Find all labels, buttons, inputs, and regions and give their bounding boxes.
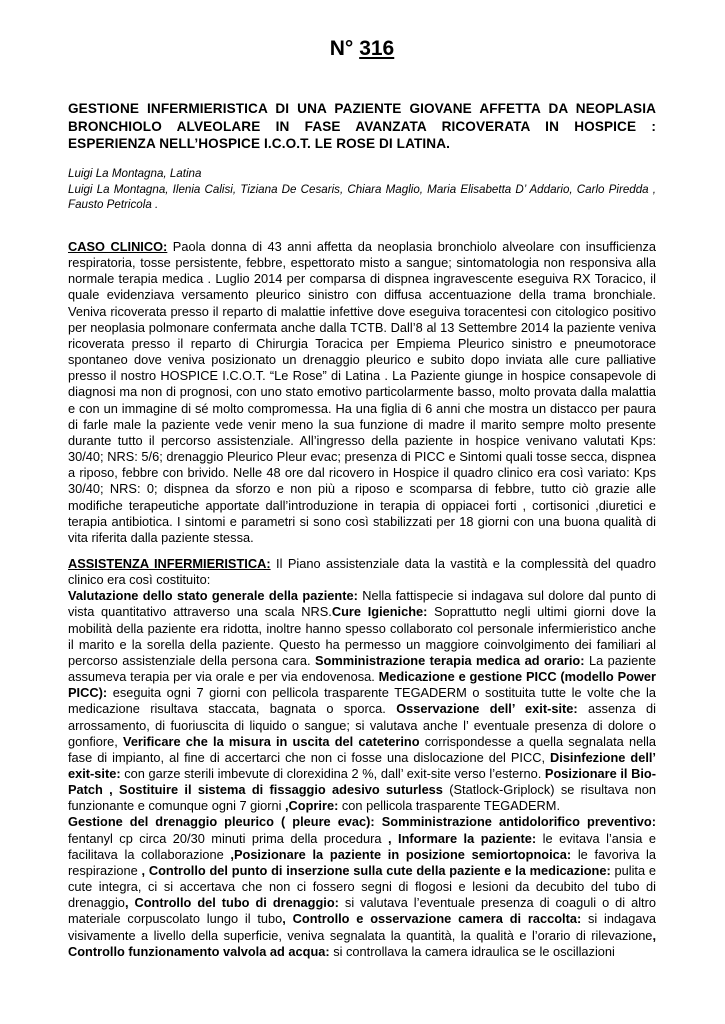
text-run: eseguita ogni 7 giorni con pellicola trasparente TEGADERM o sostituita tutte le volte che la medicazione risultava staccata, bagnata o sporca. xyxy=(68,685,656,717)
text-run: La paziente assumeva terapia per via orale e per via endovenosa. xyxy=(68,652,657,685)
text-run: corrispondesse a quella segnalata nella fase di impianto, al fine di accertarci che non ci fosse una dislocazione del PICC, xyxy=(68,733,656,765)
text-run: si controllava la camera idraulica se le oscillazioni xyxy=(329,943,615,959)
number-value: 316 xyxy=(359,37,395,60)
assistenza-intro: Il Piano assistenziale data la vastità e la complessità del quadro clinico era così costituito: xyxy=(68,555,656,588)
document-body xyxy=(68,239,656,960)
bold-phrase: Valutazione dello stato generale della paziente: xyxy=(68,588,358,604)
number-prefix: N° xyxy=(329,37,354,60)
text-run: con garze sterili imbevute di clorexidina 2 %, dall’ exit-site verso l’esterno. xyxy=(120,766,545,781)
document-number xyxy=(68,36,656,62)
caso-clinico-heading: CASO CLINICO: xyxy=(68,239,168,254)
assistenza-paragraph xyxy=(68,556,656,588)
bold-phrase: , Informare la paziente: xyxy=(388,830,537,846)
text-run: Soprattutto negli ultimi giorni dove la mobilità della paziente era ridotta, inoltre hanno spesso collaborato col personale infermieristico anche il marito e la sorella della paziente. Questo ha permesso un maggiore coinvolgimento dei familiari al percorso assistenziale della persona cara. xyxy=(68,604,656,668)
author-line-1: Luigi La Montagna, Latina xyxy=(68,167,202,180)
bold-phrase: Cure Igieniche: xyxy=(331,604,428,620)
bold-phrase: , Controllo funzionamento valvola ad acqua: xyxy=(68,927,656,959)
bold-phrase: , Controllo del tubo di drenaggio: xyxy=(124,895,339,911)
text-run: si valutava l’eventuale presenza di coaguli o di altro materiale corpuscolato lungo il tubo xyxy=(68,895,656,927)
text-run: (Statlock-Griplock) se risultava non funzionante e comunque ogni 7 giorni xyxy=(68,782,656,814)
text-run: con pellicola trasparente TEGADERM. xyxy=(338,798,560,814)
caso-clinico-paragraph xyxy=(68,239,656,546)
text-run: assenza di arrossamento, di fuoriuscita di liquido o sangue; si valutava anche l’ eventuale presenza di dolore o gonfiore, xyxy=(68,701,657,749)
bold-phrase: , Controllo del punto di inserzione sulla cute della paziente e la medicazione: xyxy=(141,862,611,878)
bold-phrase: Verificare che la misura in uscita del cateterino xyxy=(122,733,420,749)
bold-phrase: Osservazione dell’ exit-site: xyxy=(396,701,578,717)
text-run: Nella fattispecie si indagava sul dolore dal punto di vista quantitativo attraverso una scala NRS. xyxy=(68,588,656,620)
text-run: si indagava visivamente a livello della superficie, veniva segnalata la quantità, la qualità e l’orario di rilevazione xyxy=(68,911,656,943)
text-run: fentanyl cp circa 20/30 minuti prima della procedura xyxy=(68,830,389,846)
authors-block xyxy=(68,166,656,213)
caso-clinico-text: Paola donna di 43 anni affetta da neoplasia bronchiolo alveolare con insufficienza respiratoria, tosse persistente, febbre, espettorato misto a sangue; sintomatologia non responsiva alla normale terapia medica . Luglio 2014 per comparsa di dispnea ingravescente eseguiva RX Toracico, il quale evidenziava versamento pleurico sinistro con diffusa accentuazione della trama bronchiale. Veniva ricoverata presso il reparto di malattie infettive dove eseguiva toracentesi con citologico positivo per neoplasia polmonare confermata anche dalla TCTB. Dall’8 al 13 Settembre 2014 la paziente veniva ricoverata presso il reparto di Chirurgia Toracica per Empiema Pleurico sinistro e pneumotorace spontaneo dove veniva posizionato un drenaggio pleurico e subito dopo inviata alle cure palliative presso il nostro HOSPICE I.C.O.T. “Le Rose” di Latina . La Paziente giunge in hospice consapevole di diagnosi ma non di prognosi, con uno stato emotivo particolarmente basso, molto provata dalla malattia e con un immagine di sé molto compromessa. Ha una figlia di 6 anni che mostra un distacco per paura di farle male la paziente vede venir meno la sua funzione di madre il marito sempre molto presente durante tutto il percorso assistenziale. All’ingresso della paziente in hospice venivano valutati Kps: 30/40; NRS: 5/6; drenaggio Pleurico Pleur evac; presenza di PICC e Sintomi quali tosse secca, dispnea a riposo, febbre con brivido. Nelle 48 ore dal ricovero in Hospice il quadro clinico era così variato: Kps 30/40; NRS: 0; dispnea da sforzo e non più a riposo e scomparsa di febbre, tutto ciò grazie alle modifiche terapeutiche apportate dall’introduzione in terapia di oppiacei forti , cortisonici ,diuretici e terapia antibiotica. I sintomi e parametri si sono così stabilizzati per 18 giorni con una buona qualità di vita riferita dalla paziente stessa. xyxy=(68,239,656,545)
author-line-2: Luigi La Montagna, Ilenia Calisi, Tiziana De Cesaris, Chiara Maglio, Maria Elisabetta D’ Addario, Carlo Piredda , Fausto Petricola . xyxy=(68,182,656,211)
text-run: le favoriva la respirazione xyxy=(68,846,656,878)
bold-phrase: Gestione del drenaggio pleurico ( pleure evac): Somministrazione antidolorifico preventivo: xyxy=(68,814,656,830)
bold-phrase: Disinfezione dell’ exit-site: xyxy=(68,749,656,781)
bold-phrase: ,Coprire: xyxy=(285,798,339,814)
document-title: GESTIONE INFERMIERISTICA DI UNA PAZIENTE GIOVANE AFFETTA DA NEOPLASIA BRONCHIOLO ALVEOLARE IN FASE AVANZATA RICOVERATA IN HOSPICE : ESPERIENZA NELL’HOSPICE I.C.O.T. LE ROSE DI LATINA. xyxy=(68,101,656,151)
drenaggio-paragraph xyxy=(68,814,656,959)
bold-phrase: Somministrazione terapia medica ad orario: xyxy=(315,652,585,668)
assistenza-heading: ASSISTENZA INFERMIERISTICA: xyxy=(68,555,271,571)
text-run: pulita e cute integra, ci si accertava che non ci fossero segni di flogosi e lesioni da decubito del tubo di drenaggio xyxy=(68,862,656,911)
valutazione-paragraph xyxy=(68,588,656,814)
bold-phrase: , Controllo e osservazione camera di raccolta: xyxy=(282,911,582,927)
bold-phrase: ,Posizionare la paziente in posizione semiortopnoica: xyxy=(230,846,572,862)
bold-phrase: Posizionare il Bio-Patch , Sostituire il sistema di fissaggio adesivo suturless xyxy=(68,766,656,798)
text-run: le evitava l’ansia e facilitava la collaborazione xyxy=(68,830,656,862)
bold-phrase: Medicazione e gestione PICC (modello Power PICC): xyxy=(68,669,656,701)
